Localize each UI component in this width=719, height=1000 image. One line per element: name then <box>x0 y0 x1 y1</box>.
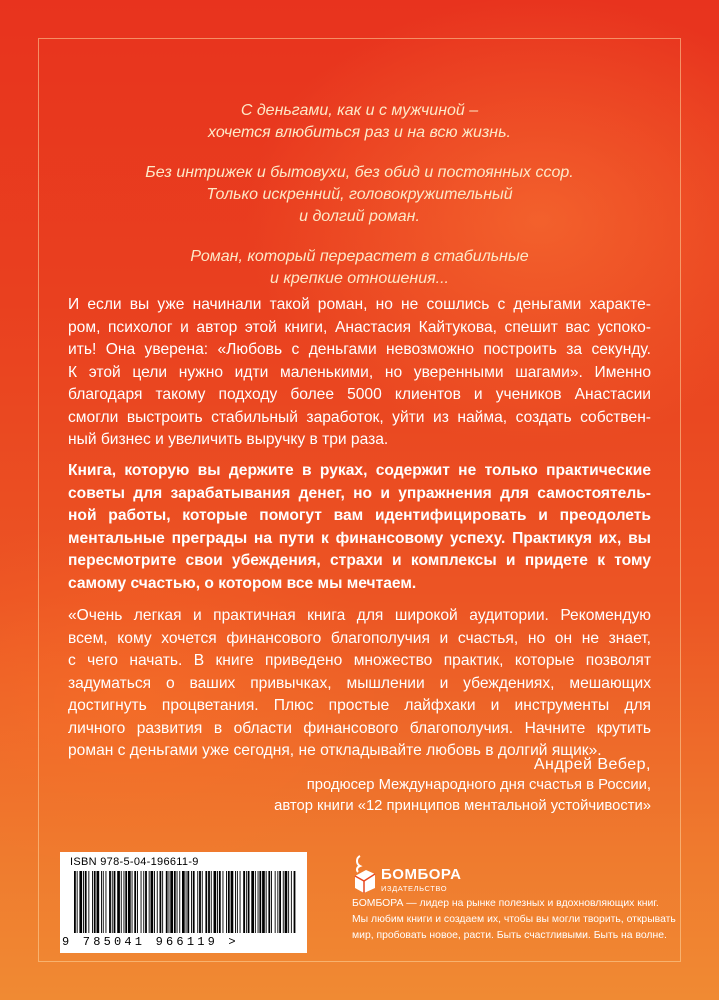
barcode-bar <box>134 871 136 933</box>
paragraph-line: личного развития в области финансового благополучия. Начните крутить <box>68 719 651 737</box>
publisher-logo-subtitle: ИЗДАТЕЛЬСТВО <box>381 884 448 893</box>
barcode-icon <box>70 871 298 935</box>
barcode-bar <box>103 871 104 933</box>
barcode-bar <box>174 871 176 933</box>
barcode-bar <box>124 871 125 933</box>
barcode-bar <box>132 871 133 933</box>
bombora-logo-icon <box>352 854 378 894</box>
barcode-bar <box>145 871 147 933</box>
publisher-line: Мы любим книги и создаем их, чтобы вы могли творить, открывать <box>352 914 676 925</box>
barcode-bar <box>223 871 224 933</box>
barcode-bar <box>166 871 168 933</box>
barcode-bar <box>77 871 78 933</box>
barcode-bar <box>170 871 173 933</box>
barcode-bar <box>255 871 256 933</box>
barcode-bar <box>85 871 87 933</box>
barcode-bar <box>251 871 254 933</box>
epigraph-line: Только искренний, головокружительный <box>206 186 513 203</box>
paragraph-line: ить! Она уверена: «Любовь с деньгами невозможно построить за секунду. <box>68 341 651 358</box>
barcode-bar <box>262 871 265 933</box>
barcode-bar <box>160 871 162 933</box>
barcode-bar <box>182 871 185 933</box>
isbn-number: ISBN 978-5-04-196611-9 <box>70 856 199 868</box>
barcode-bar <box>177 871 178 933</box>
barcode-bar <box>271 871 272 933</box>
barcode-bar <box>154 871 155 933</box>
barcode-bar <box>149 871 150 933</box>
barcode-bar <box>219 871 221 933</box>
review-signature <box>274 754 651 817</box>
publisher-line: БОМБОРА — лидер на рынке полезных и вдохновляющих книг. <box>352 898 659 909</box>
barcode-bar <box>187 871 189 933</box>
barcode-bar <box>117 871 120 933</box>
barcode-bar <box>279 871 281 933</box>
barcode-panel <box>60 852 307 953</box>
barcode-bar <box>208 871 210 933</box>
epigraph-line: Без интрижек и бытовухи, без обид и постоянных ссор. <box>145 164 574 181</box>
paragraph-line: задуматься о ваших привычках, мышлении и убеждениях, мешающих <box>68 674 651 692</box>
barcode-bar <box>197 871 198 933</box>
barcode-bar <box>214 871 217 933</box>
barcode-bar <box>128 871 131 933</box>
barcode-bar <box>92 871 93 933</box>
barcode-bar <box>288 871 289 933</box>
epigraph <box>100 100 619 308</box>
paragraph-line: самому счастью, о котором все мы мечтаем. <box>68 574 417 592</box>
barcode-bar <box>109 871 111 933</box>
barcode-bar <box>228 871 230 933</box>
paragraph-line: благодаря такому подходу более 5000 клиентов и учеников Анастасии <box>68 386 651 403</box>
reviewer-title: продюсер Международного дня счастья в России, <box>306 777 651 793</box>
barcode-bar <box>162 871 163 933</box>
barcode-bar <box>179 871 180 933</box>
paragraph-line: пересмотрите свои убеждения, страхи и комплексы и придете к тому <box>68 552 651 569</box>
barcode-bar <box>83 871 84 933</box>
epigraph-line: и долгий роман. <box>299 208 420 225</box>
barcode-bar <box>283 871 284 933</box>
barcode-bar <box>277 871 278 933</box>
barcode-bar <box>291 871 292 933</box>
barcode-bar <box>235 871 236 933</box>
barcode-bar <box>243 871 245 933</box>
barcode-bar <box>112 871 113 933</box>
barcode-bar <box>202 871 203 933</box>
barcode-bar <box>114 871 116 933</box>
barcode-bar <box>248 871 250 933</box>
barcode-bar <box>211 871 212 933</box>
barcode-bar <box>258 871 259 933</box>
paragraph-line: с чего начать. В книге приведено множество практик, которые позволят <box>68 652 651 669</box>
barcode-bar <box>106 871 107 933</box>
paragraph-line: ментальные преграды на пути к финансовому успеху. Практикуя их, вы <box>68 529 651 547</box>
review-quote <box>68 605 651 763</box>
reviewer-book: автор книги «12 принципов ментальной устойчивости» <box>274 798 651 814</box>
paragraph-line: ной работы, которые помогут вам идентифицировать и преодолеть <box>68 507 651 524</box>
barcode-bar <box>231 871 234 933</box>
epigraph-stanza-2 <box>100 162 619 228</box>
barcode-bar <box>137 871 138 933</box>
publisher-line: мир, пробовать новое, расти. Быть счастливыми. Быть на волне. <box>352 930 667 941</box>
barcode-bar <box>143 871 144 933</box>
barcode-bar <box>141 871 142 933</box>
barcode-bar <box>79 871 82 933</box>
barcode-bar <box>199 871 201 933</box>
intro-paragraph <box>68 294 651 452</box>
epigraph-line: Роман, который перерастет в стабильные <box>190 248 529 265</box>
paragraph-line: роман с деньгами уже сегодня, не откладывайте любовь в долгий ящик». <box>68 742 602 759</box>
barcode-bar <box>226 871 227 933</box>
paragraph-line: И если вы уже начинали такой роман, но не сошлись с деньгами характе- <box>68 296 651 313</box>
paragraph-line: смогли выстроить стабильный заработок, уйти из найма, создать собствен- <box>68 408 651 426</box>
barcode-bar <box>101 871 102 933</box>
barcode-bar <box>157 871 158 933</box>
barcode-bar <box>217 871 218 933</box>
barcode-bar <box>193 871 195 933</box>
barcode-bar <box>246 871 247 933</box>
barcode-bar <box>186 871 187 933</box>
publisher-blurb <box>352 896 676 944</box>
barcode-bar <box>266 871 267 933</box>
barcode-bar <box>268 871 270 933</box>
barcode-bar <box>191 871 192 933</box>
paragraph-line: всем, кому хочется финансового благополучия и счастья, но он не знает, <box>68 629 651 647</box>
barcode-bar <box>94 871 96 933</box>
epigraph-line: С деньгами, как и с мужчиной – <box>240 102 479 119</box>
epigraph-stanza-3 <box>100 246 619 290</box>
barcode-bar <box>294 871 296 933</box>
barcode-bar <box>169 871 170 933</box>
barcode-bar <box>259 871 261 933</box>
paragraph-line: «Очень легкая и практичная книга для широкой аудитории. Рекомендую <box>68 607 651 624</box>
publisher-logo-name: БОМБОРА <box>381 866 462 883</box>
barcode-bar <box>151 871 154 933</box>
epigraph-line: и крепкие отношения... <box>270 270 449 287</box>
barcode-bar <box>285 871 288 933</box>
epigraph-line: хочется влюбиться раз и на всю жизнь. <box>208 124 511 141</box>
barcode-bar <box>240 871 241 933</box>
barcode-bar <box>275 871 276 933</box>
paragraph-line: К этой цели нужно идти маленькими, но уверенными шагами». Именно <box>68 363 651 381</box>
barcode-bar <box>121 871 122 933</box>
barcode-bar <box>74 871 76 933</box>
bold-paragraph <box>68 460 651 595</box>
reviewer-name: Андрей Вебер, <box>533 756 651 773</box>
barcode-bar <box>205 871 207 933</box>
barcode-bar <box>97 871 100 933</box>
paragraph-line: достигнуть процветания. Плюс простые лайфхаки и инструменты для <box>68 697 651 714</box>
paragraph-line: советы для зарабатывания денег, но и упражнения для самостоятель- <box>68 484 651 502</box>
barcode-bar <box>125 871 127 933</box>
barcode-bar <box>88 871 89 933</box>
paragraph-line: Книга, которую вы держите в руках, содержит не только практические <box>68 462 651 479</box>
paragraph-line: ный бизнес и увеличить выручку в три раза. <box>68 431 389 448</box>
ean-digits: 9 785041 966119 > <box>62 935 239 949</box>
epigraph-stanza-1 <box>100 100 619 144</box>
barcode-bar <box>237 871 238 933</box>
paragraph-line: ром, психолог и автор этой книги, Анастасия Кайтукова, спешит вас успоко- <box>68 318 651 336</box>
